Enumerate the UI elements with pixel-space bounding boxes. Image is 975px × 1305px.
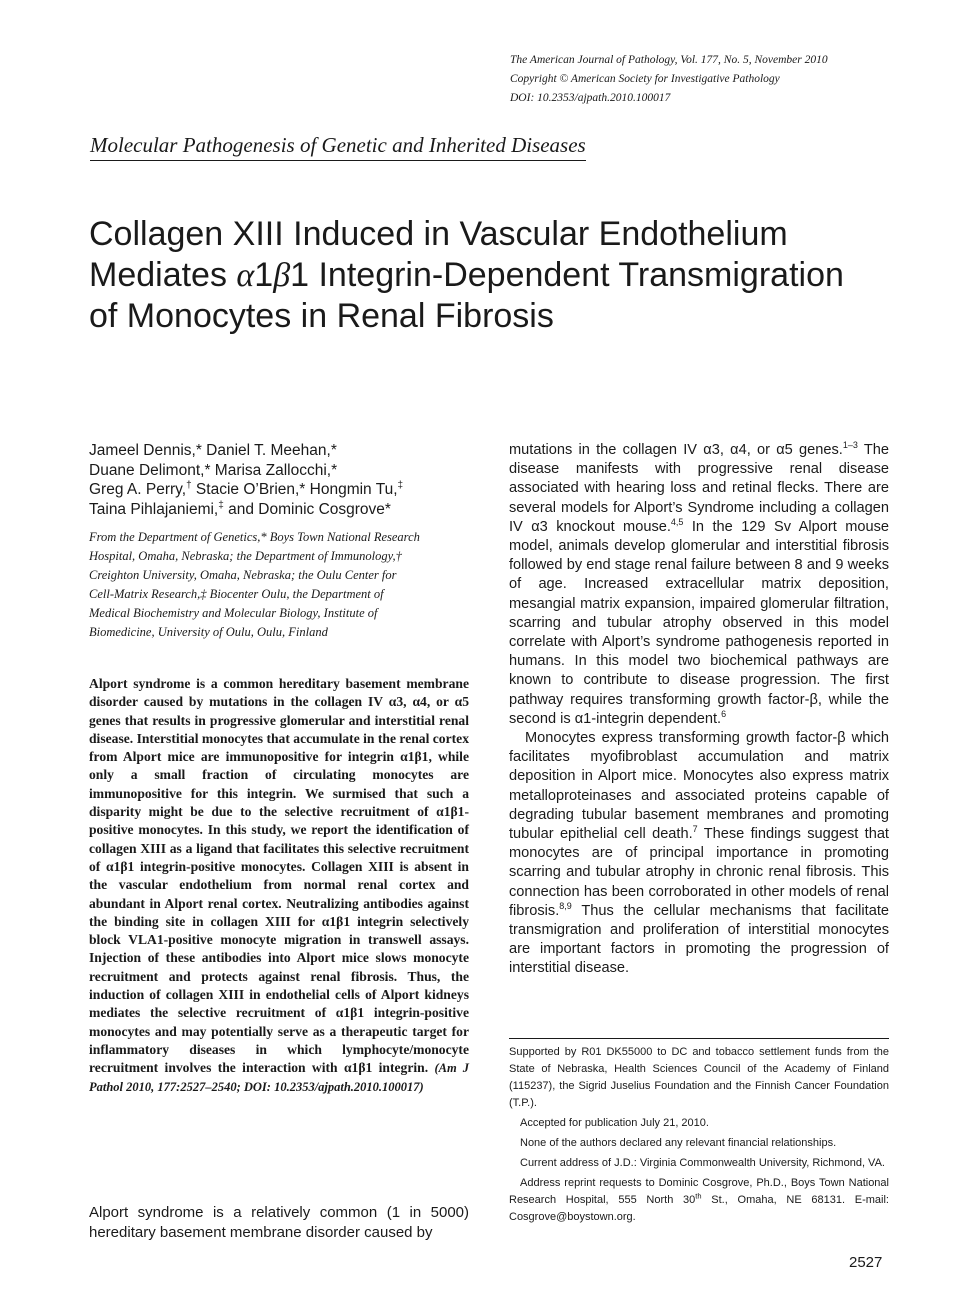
footnote-divider	[509, 1038, 889, 1039]
reference-marker: 6	[721, 708, 727, 719]
author-list	[89, 441, 479, 519]
current-address-note: Current address of J.D.: Virginia Commonwealth University, Richmond, VA.	[520, 1157, 885, 1169]
paragraph: mutations in the collagen IV α3, α4, or α5 genes.$^{1-3}$ The disease manifests with progressive renal disease associated with hearing loss and retinal flecks. There are several models for Alport’s Syndrome including a collagen IV α3 knockout mouse.$^{4,5}$ In the 129 Sv Alport mouse model, animals develop glomerular and interstitial fibrosis followed by end stage renal failure between 8 and 9 weeks of age. Increased extracellular matrix deposition, mesangial matrix expansion, impaired glomerular filtration, scarring and tubular atrophy observed in this model correlate with Alport’s syndrome pathogenesis reported in humans. In this model two biochemical pathways are known to contribute to disease progression. The first pathway requires transforming growth factor-β, while the second is α1-integrin dependent.$^6$	[509, 440, 889, 727]
affiliation-line: From the Department of Genetics,* Boys Town National Research	[89, 530, 420, 544]
beta-symbol: β	[273, 256, 291, 294]
abstract	[89, 675, 469, 1096]
affiliation-line: Creighton University, Omaha, Nebraska; the Oulu Center for	[89, 568, 397, 582]
reprint-note: Address reprint requests to Dominic Cosgrove, Ph.D., Boys Town National Research Hospital, 555 North 30th St., Omaha, NE 68131. E-mail: Cosgrove@boystown.org.	[509, 1177, 889, 1223]
title-line-1: Collagen XIII Induced in Vascular Endothelium	[89, 215, 788, 253]
page-number: 2527	[849, 1254, 883, 1271]
author-line-2: Duane Delimont,* Marisa Zallocchi,*	[89, 461, 338, 479]
introduction-text-left: Alport syndrome is a relatively common (1 in 5000) hereditary basement membrane disorder caused by	[89, 1204, 469, 1241]
introduction-text-right	[509, 441, 889, 979]
reference-marker: 7	[692, 824, 698, 835]
author-line-3: Greg A. Perry,† Stacie O’Brien,* Hongmin Tu,‡	[89, 479, 404, 498]
footnotes	[509, 1044, 889, 1229]
abstract-body: Alport syndrome is a common hereditary basement membrane disorder caused by mutations in the collagen IV α3, α4, or α5 genes that results in progressive glomerular and interstitial renal disease. Interstitial monocytes that accumulate in the renal cortex from Alport mice are immunopositive for integrin α1β1, while only a small fraction of circulating monocytes are immunopositive for this integrin. We surmised that such a disparity might be due to the selective recruitment of α1β1-positive monocytes. In this study, we report the identification of collagen XIII as a ligand that facilitates this selective recruitment of α1β1 integrin-positive monocytes. Collagen XIII is absent in the vascular endothelium from normal renal cortex and abundant in Alport renal cortex. Neutralizing antibodies against the binding site in collagen XIII for α1β1 integrin selectively block VLA1-positive monocyte migration in transwell assays. Injection of these antibodies into Alport mice slows monocyte recruitment and protects against renal fibrosis. Thus, the induction of collagen XIII in endothelial cells of Alport kidneys mediates the selective recruitment of α1β1 integrin-positive monocytes and may potentially serve as a therapeutic target for inflammatory diseases in which lymphocyte/monocyte recruitment involves the interaction with α1β1 integrin.	[89, 676, 469, 1076]
journal-header	[510, 51, 910, 108]
title-line-2: Mediates α1β1 Integrin-Dependent Transmigration	[89, 255, 844, 294]
affiliation-line: Hospital, Omaha, Nebraska; the Department of Immunology,†	[89, 549, 402, 563]
reference-marker: 8,9	[559, 901, 572, 912]
paragraph: Monocytes express transforming growth factor-β which facilitates myofibroblast accumulation and matrix deposition in Alport mice. Monocytes also express matrix metalloproteinases and associated proteins capable of degrading tubular basement membranes and promoting tubular epithelial cell death.$^7$ These findings suggest that monocytes are of principal importance in promoting scarring and tubular atrophy in chronic renal fibrosis. This connection has been corroborated in other models of renal fibrosis.$^{8,9}$ Thus the cellular mechanisms that facilitate transmigration and proliferation of interstitial monocytes are important factors in promoting the progression of interstitial disease.	[509, 730, 889, 977]
affiliation-line: Medical Biochemistry and Molecular Biology, Institute of	[89, 606, 378, 620]
affiliation-line: Biomedicine, University of Oulu, Oulu, Finland	[89, 625, 328, 639]
reference-marker: 1–3	[842, 440, 858, 451]
author-line-4: Taina Pihlajaniemi,‡ and Dominic Cosgrove*	[89, 499, 391, 518]
affiliations	[89, 528, 474, 642]
author-line-1: Jameel Dennis,* Daniel T. Meehan,*	[89, 442, 337, 459]
alpha-symbol: α	[236, 256, 255, 294]
reference-marker: 4,5	[670, 516, 684, 527]
journal-doi: DOI: 10.2353/ajpath.2010.100017	[510, 92, 671, 104]
title-line-3: of Monocytes in Renal Fibrosis	[89, 297, 554, 335]
conflict-note: None of the authors declared any relevant financial relationships.	[520, 1137, 837, 1149]
funding-note: Supported by R01 DK55000 to DC and tobacco settlement funds from the State of Nebraska, Health Sciences Council of the Academy of Finland (115237), the Sigrid Juselius Foundation and the Finnish Cancer Foundation (T.P.).	[509, 1046, 889, 1109]
affiliation-line: Cell-Matrix Research,‡ Biocenter Oulu, the Department of	[89, 587, 384, 601]
section-heading: Molecular Pathogenesis of Genetic and Inherited Diseases	[90, 131, 586, 161]
journal-citation: The American Journal of Pathology, Vol. 177, No. 5, November 2010	[510, 54, 828, 66]
article-title	[89, 214, 909, 337]
accepted-note: Accepted for publication July 21, 2010.	[520, 1117, 709, 1129]
journal-copyright: Copyright © American Society for Investigative Pathology	[510, 73, 780, 85]
abstract-citation: (Am J Pathol 2010, 177:2527–2540; DOI: 10.2353/ajpath.2010.100017)	[89, 1061, 469, 1094]
